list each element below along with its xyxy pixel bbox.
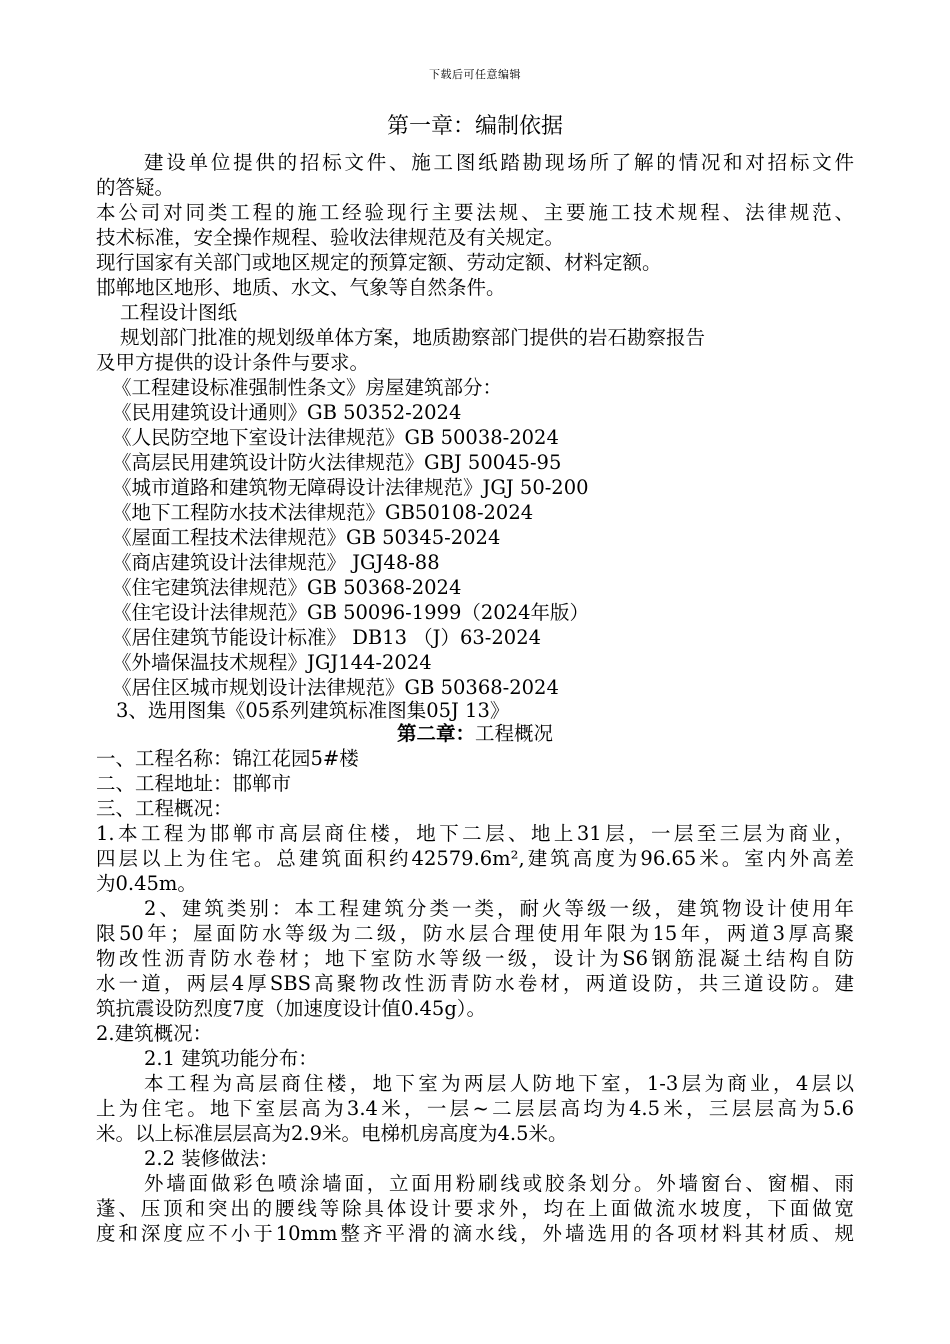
chapter1-paragraph-line: 现行国家有关部门或地区规定的预算定额、劳动定额、材料定额。 (96, 251, 662, 274)
chapter2-line: 一、工程名称：锦江花园5#楼 (96, 747, 359, 770)
chapter1-paragraph-line: 的答疑。 (96, 176, 175, 199)
chapter2-title-prefix: 第二章： (396, 722, 475, 745)
chapter2-line: 三、工程概况： (96, 797, 233, 820)
standard-list-item: 《地下工程防水技术法律规范》GB50108-2024 (112, 501, 534, 524)
chapter2-line: 米。以上标准层层高为2.9米。电梯机房高度为4.5米。 (96, 1122, 568, 1145)
chapter2-line: 物改性沥青防水卷材；地下室防水等级一级，设计为S6钢筋混凝土结构自防 (96, 947, 854, 970)
chapter2-line: 四层以上为住宅。总建筑面积约42579.6m²,建筑高度为96.65米。室内外高差 (96, 847, 854, 870)
chapter1-title: 第一章：编制依据 (386, 114, 563, 139)
page-header: 下载后可任意编辑 (429, 68, 521, 81)
chapter2-line: 1.本工程为邯郸市高层商住楼，地下二层、地上31层，一层至三层为商业， (96, 822, 854, 845)
chapter2-line: 蓬、压顶和突出的腰线等除具体设计要求外，均在上面做流水坡度，下面做宽 (96, 1197, 854, 1220)
standard-list-item: 《民用建筑设计通则》GB 50352-2024 (112, 401, 462, 424)
chapter2-line: 二、工程地址：邯郸市 (96, 772, 292, 795)
chapter2-line: 水一道，两层4厚SBS高聚物改性沥青防水卷材，两道设防，共三道设防。建 (96, 972, 854, 995)
standard-list-item: 《城市道路和建筑物无障碍设计法律规范》JGJ 50-200 (112, 476, 589, 499)
standard-list-item: 《屋面工程技术法律规范》GB 50345-2024 (112, 526, 501, 549)
chapter1-paragraph-line: 建设单位提供的招标文件、施工图纸踏勘现场所了解的情况和对招标文件 (144, 151, 854, 174)
chapter1-paragraph-line: 技术标准，安全操作规程、验收法律规范及有关规定。 (96, 226, 565, 249)
chapter2-line: 2.2 装修做法： (144, 1147, 279, 1170)
chapter2-title-text: 工程概况 (475, 722, 554, 745)
chapter1-paragraph-line: 本公司对同类工程的施工经验现行主要法规、主要施工技术规程、法律规范、 (96, 201, 854, 224)
chapter1-paragraph-line: 邯郸地区地形、地质、水文、气象等自然条件。 (96, 276, 506, 299)
standard-list-item: 《外墙保温技术规程》JGJ144-2024 (112, 651, 432, 674)
standard-list-item: 《居住建筑节能设计标准》 DB13 （J）63-2024 (112, 626, 542, 649)
standard-list-item: 《人民防空地下室设计法律规范》GB 50038-2024 (112, 426, 559, 449)
standard-list-item: 《住宅设计法律规范》GB 50096-1999（2024年版） (112, 601, 589, 624)
standard-list-item: 《工程建设标准强制性条文》房屋建筑部分： (112, 376, 503, 399)
atlas-reference-line: 3、选用图集《05系列建筑标准图集05J 13》 (116, 699, 510, 722)
chapter2-line: 度和深度应不小于10mm整齐平滑的滴水线，外墙选用的各项材料其材质、规 (96, 1222, 854, 1245)
chapter2-line: 上为住宅。地下室层高为3.4米，一层~二层层高均为4.5米，三层层高为5.6 (96, 1097, 854, 1120)
chapter1-paragraph-line: 及甲方提供的设计条件与要求。 (96, 351, 370, 374)
standard-list-item: 《高层民用建筑设计防火法律规范》GBJ 50045-95 (112, 451, 562, 474)
standard-list-item: 《商店建筑设计法律规范》 JGJ48-88 (112, 551, 440, 574)
standard-list-item: 《居住区城市规划设计法律规范》GB 50368-2024 (112, 676, 559, 699)
standard-list-item: 《住宅建筑法律规范》GB 50368-2024 (112, 576, 462, 599)
chapter1-paragraph-line: 规划部门批准的规划级单体方案，地质勘察部门提供的岩石勘察报告 (120, 326, 706, 349)
chapter2-line: 外墙面做彩色喷涂墙面，立面用粉刷线或胶条划分。外墙窗台、窗楣、雨 (144, 1172, 854, 1195)
chapter2-line: 2.1 建筑功能分布： (144, 1047, 318, 1070)
chapter1-paragraph-line: 工程设计图纸 (120, 301, 238, 324)
chapter2-line: 筑抗震设防烈度7度（加速度设计值0.45g）。 (96, 997, 487, 1020)
chapter2-title (0, 721, 950, 746)
chapter2-line: 2.建筑概况： (96, 1022, 213, 1045)
chapter2-line: 2、建筑类别：本工程建筑分类一类，耐火等级一级，建筑物设计使用年 (144, 897, 854, 920)
chapter2-line: 为0.45m。 (96, 872, 197, 895)
chapter2-line: 本工程为高层商住楼，地下室为两层人防地下室，1-3层为商业，4层以 (144, 1072, 854, 1095)
chapter2-line: 限50年；屋面防水等级为二级，防水层合理使用年限为15年，两道3厚高聚 (96, 922, 854, 945)
